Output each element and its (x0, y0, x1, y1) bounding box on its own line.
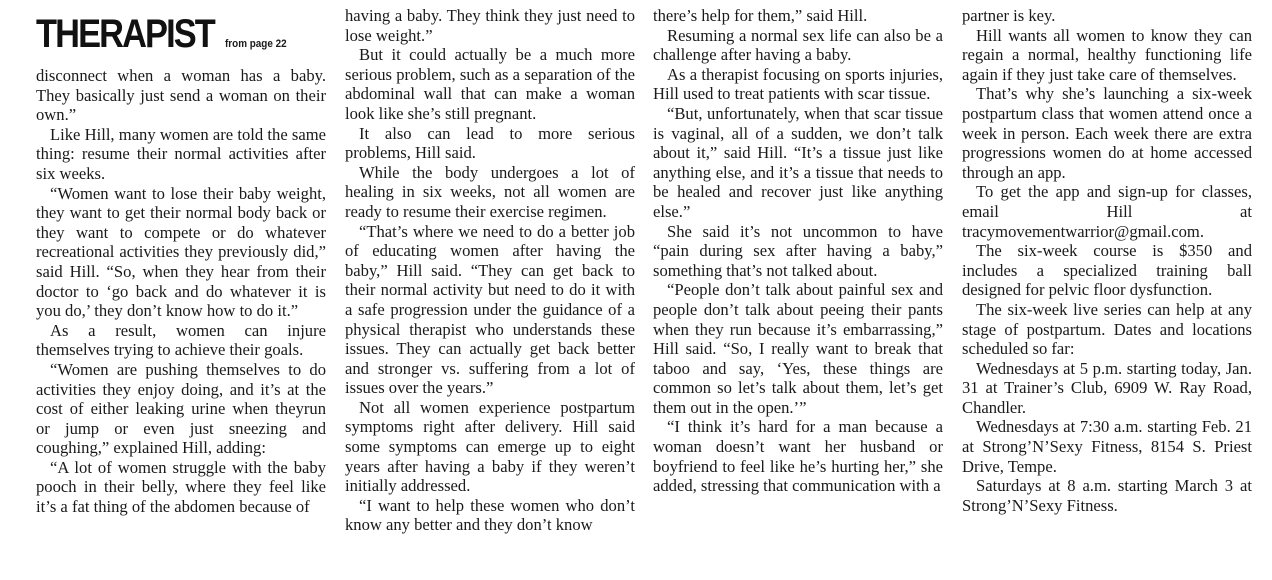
paragraph: It also can lead to more serious problems, Hill said. (345, 123, 635, 163)
article-slug: THERAPIST (36, 12, 214, 56)
paragraph: While the body undergoes a lot of healing in six weeks, not all women are ready to resume their exercise regimen. (345, 162, 635, 221)
paragraph: “But, unfortunately, when that scar tissue is vaginal, all of a sudden, we don’t talk about it,” said Hill. “It’s a tissue just like anything else, and it’s a tissue that needs to be healed and recover just like anything else.” (653, 103, 943, 221)
paragraph: Wednesdays at 7:30 a.m. starting Feb. 21 at Strong’N’Sexy Fitness, 8154 S. Priest Drive, Tempe. (962, 417, 1252, 476)
paragraph: “A lot of women struggle with the baby pooch in their belly, where they feel like it’s a fat thing of the abdomen because of (36, 457, 326, 517)
paragraph: Saturdays at 8 a.m. starting March 3 at Strong’N’Sexy Fitness. (962, 476, 1252, 515)
article-header (36, 4, 293, 54)
text-column-3 (653, 6, 943, 496)
paragraph: “I want to help these women who don’t know any better and they don’t know (345, 495, 635, 535)
paragraph: Not all women experience postpartum symptoms right after delivery. Hill said some symptoms can emerge up to eight years after having a baby if they weren’t initially addressed. (345, 397, 635, 496)
paragraph: But it could actually be a much more serious problem, such as a separation of the abdominal wall that can make a woman look like she’s still pregnant. (345, 45, 635, 123)
jump-line: from page 22 (224, 38, 287, 50)
paragraph: Resuming a normal sex life can also be a challenge after having a baby. (653, 25, 943, 65)
paragraph: “People don’t talk about painful sex and people don’t talk about peeing their pants when they run because it’s embarrassing,” Hill said. “So, I really want to break that taboo and say, ‘Yes, these things are common so let’s talk about them, let’s get them out in the open.’” (653, 280, 943, 417)
text-column-2 (345, 6, 635, 535)
paragraph: The six-week live series can help at any stage of postpartum. Dates and locations scheduled so far: (962, 299, 1252, 359)
paragraph: Like Hill, many women are told the same thing: resume their normal activities after six weeks. (36, 124, 326, 183)
paragraph: She said it’s not uncommon to have “pain during sex after having a baby,” something that’s not talked about. (653, 221, 943, 280)
paragraph: As a therapist focusing on sports injuries, Hill used to treat patients with scar tissue. (653, 64, 943, 104)
paragraph: The six-week course is $350 and includes a specialized training ball designed for pelvic floor dysfunction. (962, 241, 1252, 300)
paragraph: To get the app and sign-up for classes, email Hill at tracymovementwarrior@gmail.com. (962, 182, 1252, 241)
paragraph: That’s why she’s launching a six-week postpartum class that women attend once a week in person. Each week there are extra progressions women do at home accessed through an app. (962, 84, 1252, 182)
paragraph: disconnect when a woman has a baby. They basically just send a woman on their own.” (36, 66, 326, 125)
paragraph: “I think it’s hard for a man because a woman doesn’t want her husband or boyfriend to feel like he’s hurting her,” she added, stressing that communication with a (653, 417, 943, 496)
text-column-1 (36, 66, 326, 517)
paragraph: “Women are pushing themselves to do activities they enjoy doing, and it’s at the cost of either leaking urine when theyrun or jump or even just sneezing and coughing,” explained Hill, adding: (36, 359, 326, 458)
paragraph: As a result, women can injure themselves trying to achieve their goals. (36, 320, 326, 360)
paragraph: Hill wants all women to know they can regain a normal, healthy functioning life again if they just take care of themselves. (962, 25, 1252, 84)
paragraph: “Women want to lose their baby weight, they want to get their normal body back or they want to compete or do whatever recreational activities they previously did,” said Hill. “So, when they hear from their doctor to ‘go back and do whatever it is you do,’ they don’t know how to do it.” (36, 183, 326, 321)
paragraph: partner is key. (962, 6, 1056, 25)
paragraph: having a baby. They think they just need to lose weight.” (345, 6, 635, 45)
paragraph: Wednesdays at 5 p.m. starting today, Jan. 31 at Trainer’s Club, 6909 W. Ray Road, Chandler. (962, 358, 1252, 417)
paragraph: “That’s where we need to do a better job of educating women after having the baby,” Hill said. “They can get back to their normal activity but need to do it with a safe progression under the guidance of a physical therapist who understands these issues. They can actually get back better and stronger vs. suffering from a lot of issues over the years.” (345, 221, 635, 398)
text-column-4 (962, 6, 1252, 515)
paragraph: there’s help for them,” said Hill. (653, 6, 868, 25)
